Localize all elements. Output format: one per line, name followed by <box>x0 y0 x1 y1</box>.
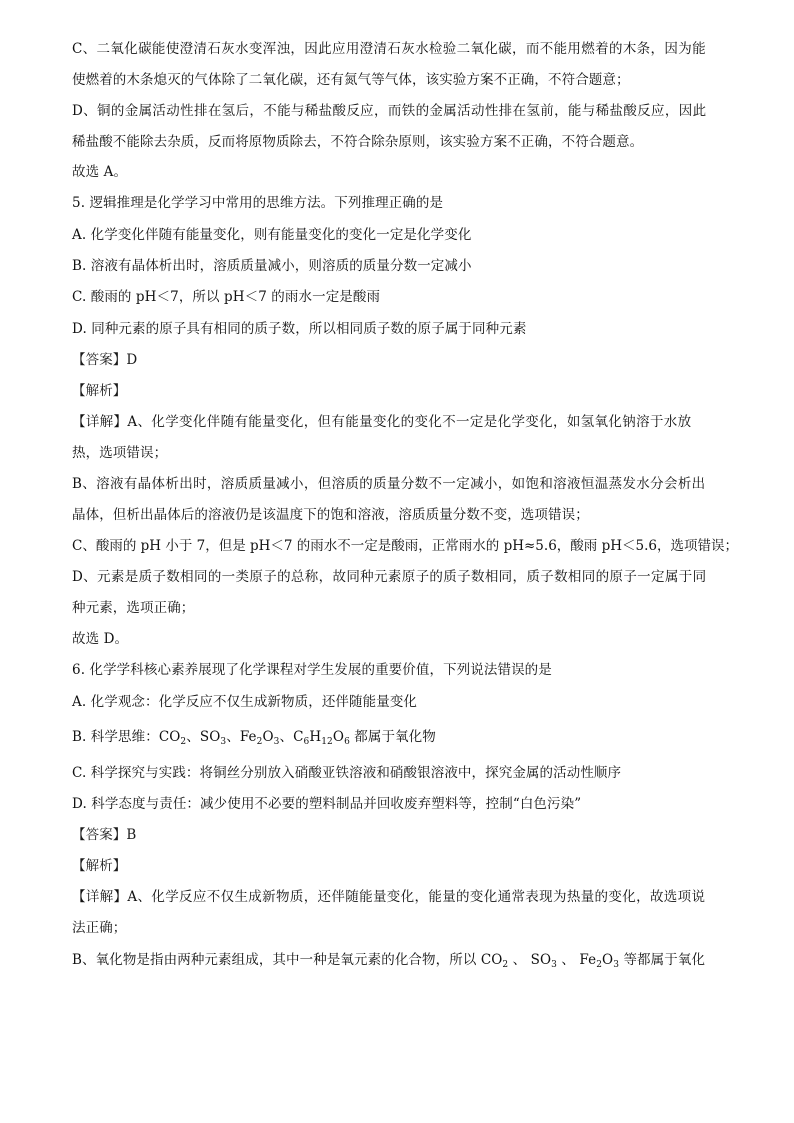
question-6-stem: 6. 化学学科核心素养展现了化学课程对学生发展的重要价值，下列说法错误的是 <box>72 662 552 678</box>
separator: 、 <box>186 729 200 745</box>
text-line: 法正确； <box>72 920 127 936</box>
text-line: 【详解】A、化学变化伴随有能量变化，但有能量变化的变化不一定是化学变化，如氢氧化钠溶于水放 <box>72 414 692 430</box>
formula-so3: $SO_3$ <box>530 952 557 970</box>
text-line: 【详解】A、化学反应不仅生成新物质，还伴随能量变化，能量的变化通常表现为热量的变化，故选项说 <box>72 889 706 905</box>
formula-co2: $CO_2$ <box>480 952 509 970</box>
option-b-prefix: B. 科学思维： <box>72 729 159 745</box>
question-5-option-b: B. 溶液有晶体析出时，溶质质量减小，则溶质的质量分数一定减小 <box>72 258 472 274</box>
question-5-option-c: C. 酸雨的 pH＜7，所以 pH＜7 的雨水一定是酸雨 <box>72 289 381 305</box>
text-line: B、溶液有晶体析出时，溶质质量减小，但溶质的质量分数不一定减小，如饱和溶液恒温蒸发水分会析出 <box>72 476 706 492</box>
text-line: B、氧化物是指由两种元素组成，其中一种是氧元素的化合物，所以 $CO_2$ 、 $SO_3$ 、 $Fe_2O_3$ 等都属于氧化 <box>72 952 706 970</box>
option-b-suffix: 都属于氧化物 <box>349 729 436 745</box>
text-line: 使燃着的木条熄灭的气体除了二氧化碳，还有氮气等气体，该实验方案不正确，不符合题意； <box>72 72 630 88</box>
question-5-option-d: D. 同种元素的原子具有相同的质子数，所以相同质子数的原子属于同种元素 <box>72 321 527 337</box>
text-line: 故选 A。 <box>72 164 128 180</box>
text-line: 故选 D。 <box>72 631 129 647</box>
formula-c6h12o6: $C_6H_{12}O_6$ <box>293 729 350 747</box>
text-line: D、铜的金属活动性排在氢后，不能与稀盐酸反应，而铁的金属活动性排在氢前，能与稀盐酸反应，因此 <box>72 103 707 119</box>
answer-label: 【答案】D <box>72 352 138 368</box>
answer-label: 【答案】B <box>72 827 137 843</box>
question-6-option-d: D. 科学态度与责任：减少使用不必要的塑料制品并回收废弃塑料等，控制“白色污染” <box>72 796 582 812</box>
question-6-option-c: C. 科学探究与实践：将铜丝分别放入硝酸亚铁溶液和硝酸银溶液中，探究金属的活动性顺序 <box>72 765 622 781</box>
text-line: 稀盐酸不能除去杂质，反而将原物质除去，不符合除杂原则，该实验方案不正确，不符合题意。 <box>72 134 644 150</box>
separator: 、 <box>279 729 294 745</box>
text-line: 热，选项错误； <box>72 445 168 461</box>
text-line: 晶体，但析出晶体后的溶液仍是该温度下的饱和溶液，溶质质量分数不变，选项错误； <box>72 507 589 523</box>
analysis-label: 【解析】 <box>72 858 127 874</box>
text-line: D、元素是质子数相同的一类原子的总称，故同种元素原子的质子数相同，质子数相同的原子一定属于同 <box>72 569 707 585</box>
question-5-stem: 5. 逻辑推理是化学学习中常用的思维方法。下列推理正确的是 <box>72 195 444 211</box>
text-line: 种元素，选项正确； <box>72 600 195 616</box>
question-6-option-a: A. 化学观念：化学反应不仅生成新物质，还伴随能量变化 <box>72 694 418 710</box>
analysis-label: 【解析】 <box>72 383 127 399</box>
question-5-option-a: A. 化学变化伴随有能量变化，则有能量变化的变化一定是化学变化 <box>72 227 472 243</box>
formula-fe2o3: $Fe_2O_3$ <box>579 952 620 970</box>
text-line: C、酸雨的 pH 小于 7，但是 pH＜7 的雨水不一定是酸雨，正常雨水的 pH≈5.6，酸雨 pH＜5.6，选项错误； <box>72 538 738 554</box>
formula-co2: $CO_2$ <box>158 729 187 747</box>
text-line: C、二氧化碳能使澄清石灰水变浑浊，因此应用澄清石灰水检验二氧化碳，而不能用燃着的木条，因为能 <box>72 41 706 57</box>
formula-so3: $SO_3$ <box>199 729 227 747</box>
formula-fe2o3: $Fe_2O_3$ <box>239 729 280 747</box>
separator: 、 <box>226 729 240 745</box>
question-6-option-b <box>72 728 436 746</box>
